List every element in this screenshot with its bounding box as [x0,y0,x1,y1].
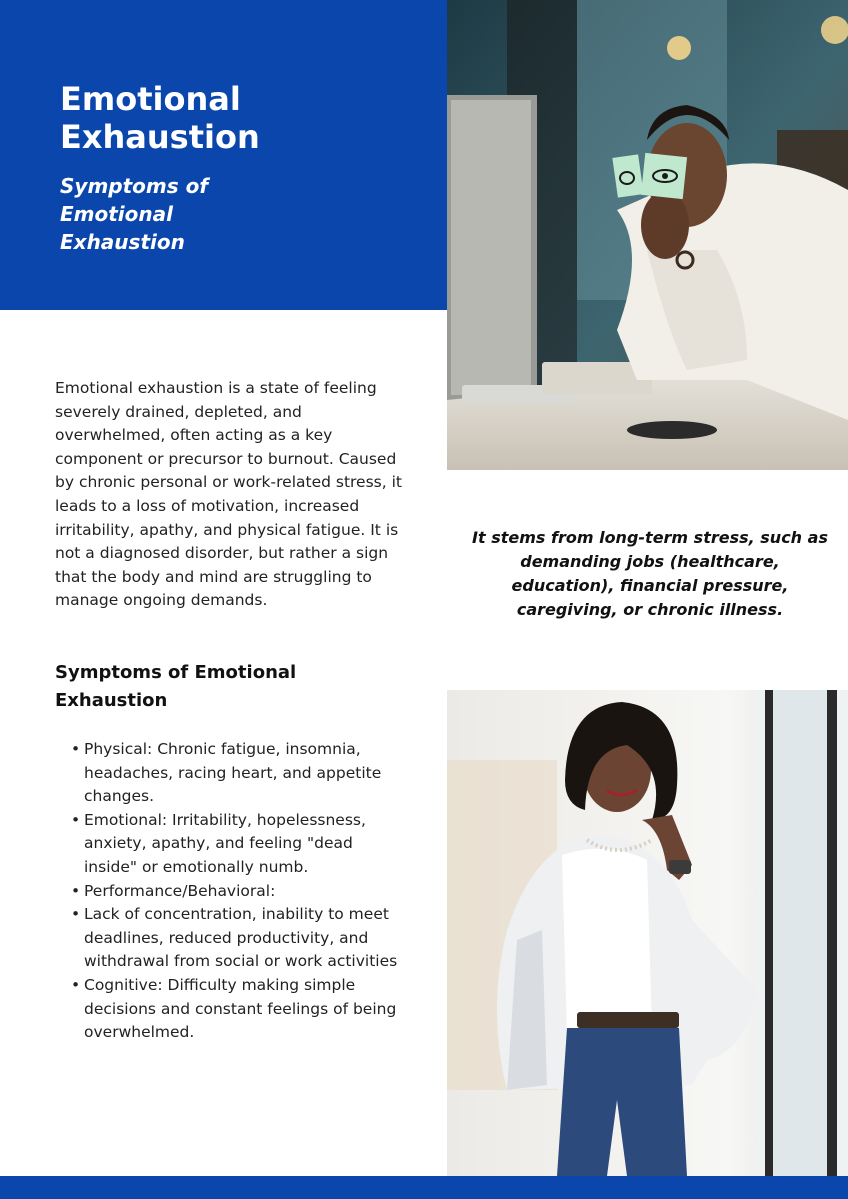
office-photo-illustration [447,0,848,470]
footer-bar [0,1176,848,1199]
photo-exhausted-man [447,0,848,470]
list-item: • Lack of concentration, inability to meet deadlines, reduced productivity, and withdrawal from social or work activities [84,903,404,974]
list-item: • Cognitive: Difficulty making simple decisions and constant feelings of being overwhelmed. [84,974,404,1045]
callout-quote: It stems from long-term stress, such as demanding jobs (healthcare, education), financial pressure, caregiving, or chronic illness. [472,528,828,619]
page-subtitle: Symptoms of Emotional Exhaustion [60,174,209,254]
list-item: • Performance/Behavioral: [84,880,404,904]
photo-thoughtful-woman [447,690,848,1176]
list-item: • Emotional: Irritability, hopelessness, anxiety, apathy, and feeling "dead inside" or emotionally numb. [84,809,404,880]
section-heading: Symptoms of Emotional Exhaustion [55,662,297,711]
intro-paragraph: Emotional exhaustion is a state of feeling severely drained, depleted, and overwhelmed, often acting as a key component or precursor to burnout. Caused by chronic personal or work-related stress, it leads to a loss of motivation, increased irritability, apathy, and physical fatigue. It is not a diagnosed disorder, but rather a sign that the body and mind are struggling to manage ongoing demands. [55,379,402,610]
list-item: • Physical: Chronic fatigue, insomnia, headaches, racing heart, and appetite changes. [84,738,404,809]
symptoms-list [84,738,404,1045]
header-block [0,0,447,310]
woman-photo-illustration [447,690,848,1176]
page-title: Emotional Exhaustion [60,80,260,156]
